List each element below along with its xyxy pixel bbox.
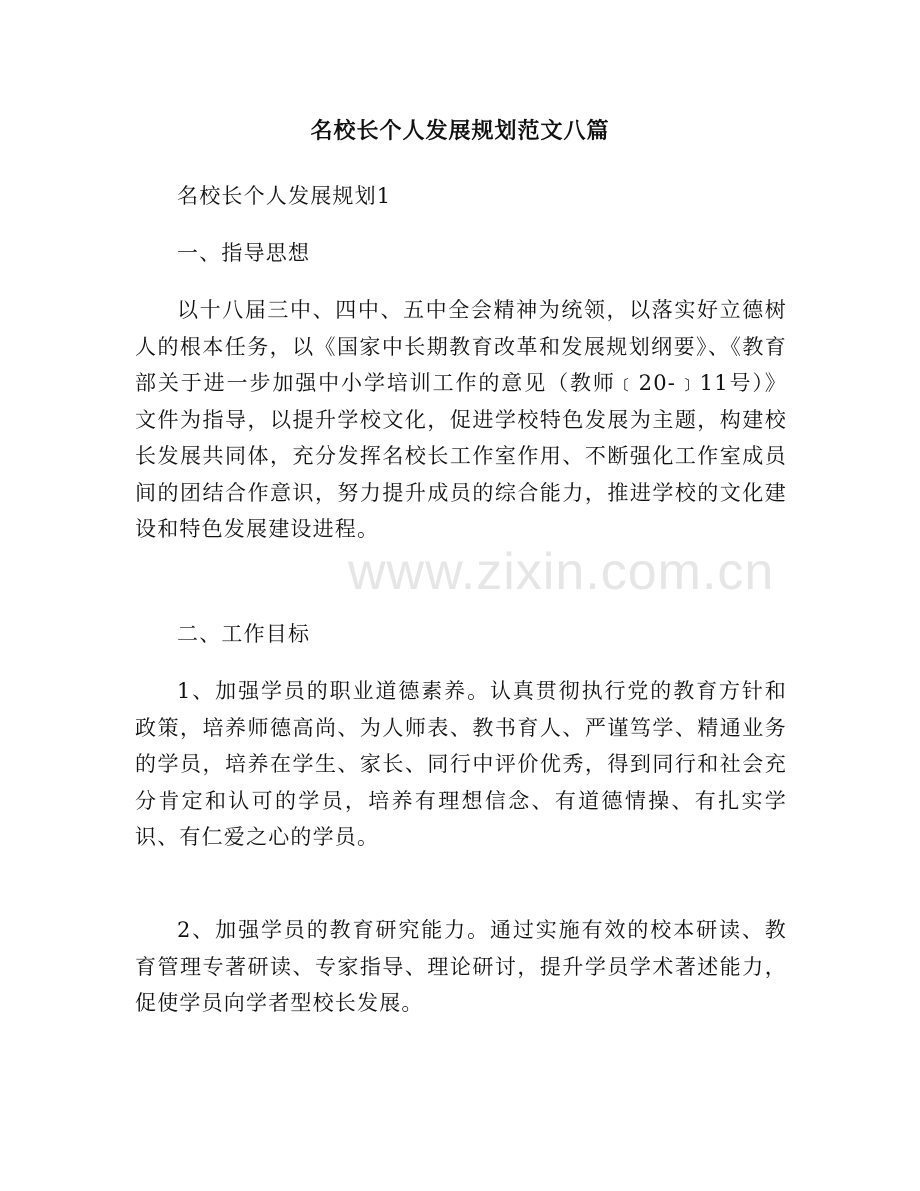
- heading-guiding-ideology: 一、指导思想: [177, 241, 311, 265]
- document-title: 名校长个人发展规划范文八篇: [310, 119, 610, 144]
- paragraph-goal-1: 1、加强学员的职业道德素养。认真贯彻执行党的教育方针和政策，培养师德高尚、为人师表、教书育人、严谨笃学、精通业务的学员，培养在学生、家长、同行中评价优秀，得到同行和社会充分肯定和认可的学员，培养有理想信念、有道德情操、有扎实学识、有仁爱之心的学员。: [135, 679, 787, 849]
- heading-work-goals: 二、工作目标: [177, 622, 311, 646]
- paragraph-goal-2: 2、加强学员的教育研究能力。通过实施有效的校本研读、教育管理专著研读、专家指导、理论研讨，提升学员学术著述能力，促使学员向学者型校长发展。: [135, 918, 787, 1015]
- section-heading: 名校长个人发展规划1: [177, 184, 392, 208]
- watermark: www.zixin.com.cn: [348, 543, 775, 601]
- paragraph-guiding-ideology: 以十八届三中、四中、五中全会精神为统领，以落实好立德树人的根本任务，以《国家中长期教育改革和发展规划纲要》、《教育部关于进一步加强中小学培训工作的意见（教师﹝20-﹞11号）》文件为指导，以提升学校文化，促进学校特色发展为主题，构建校长发展共同体，充分发挥名校长工作室作用、不断强化工作室成员间的团结合作意识，努力提升成员的综合能力，推进学校的文化建设和特色发展建设进程。: [135, 298, 787, 541]
